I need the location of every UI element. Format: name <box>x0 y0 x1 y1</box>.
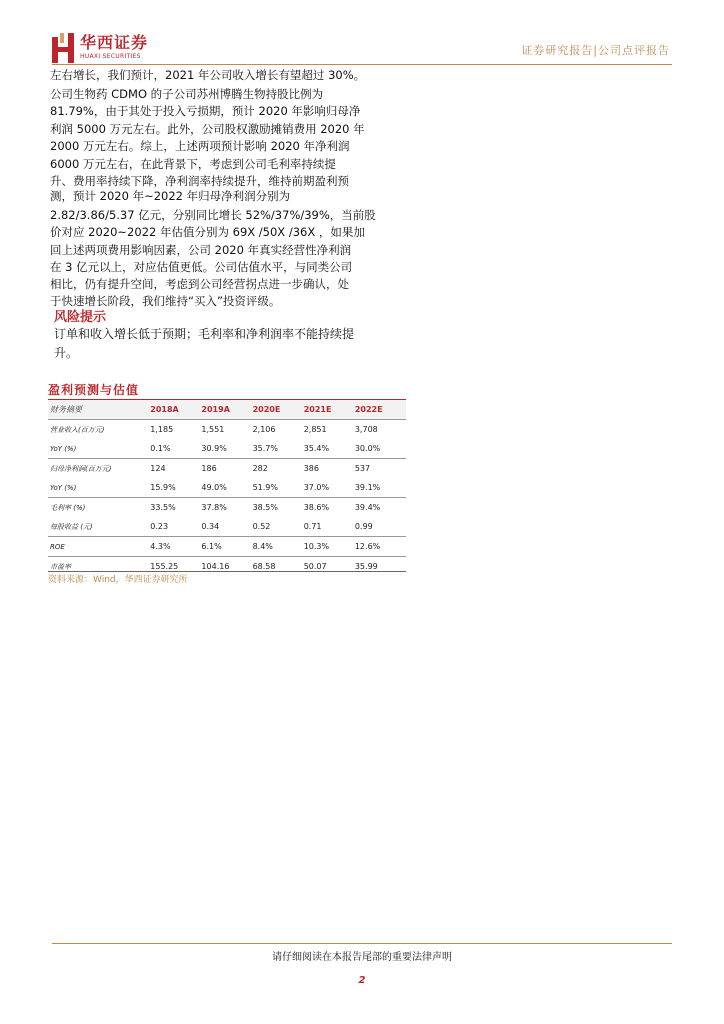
data-source-note: 资料来源：Wind，华西证券研究所 <box>48 575 188 585</box>
row-label: 毛利率 (%) <box>50 503 86 512</box>
table-row <box>48 478 406 498</box>
table-cell: 38.5% <box>252 503 278 512</box>
body-line: 2.82/3.86/5.37 亿元，分别同比增长 52%/37%/39%，当前股 <box>50 208 376 222</box>
body-line: 公司生物药 CDMO 的子公司苏州博腾生物持股比例为 <box>50 87 324 101</box>
table-cell: 10.3% <box>304 537 355 557</box>
table-cell: 537 <box>354 464 371 473</box>
table-row <box>48 498 406 518</box>
body-line: 升、费用率持续下降，净利润率持续提升，维持前期盈利预 <box>50 174 349 188</box>
risk-section-title: 风险提示 <box>54 310 107 325</box>
risk-line: 升。 <box>54 346 79 360</box>
body-line: 测，预计 2020 年~2022 年归母净利润分别为 <box>50 189 291 203</box>
header-divider <box>52 64 672 65</box>
table-cell: 30.0% <box>355 439 406 459</box>
table-row <box>48 439 406 459</box>
table-cell: 4.3% <box>150 537 201 557</box>
table-row <box>48 459 406 479</box>
table-cell: 30.9% <box>201 439 252 459</box>
table-cell: 33.5% <box>150 503 176 512</box>
table-cell: 50.07 <box>303 562 327 571</box>
table-row <box>48 537 406 557</box>
table-cell: 0.52 <box>253 517 304 537</box>
table-cell: 35.4% <box>304 439 355 459</box>
row-label: YoY (%) <box>48 439 150 459</box>
body-line: 于快速增长阶段，我们维持“买入”投资评级。 <box>50 294 281 308</box>
table-cell: 282 <box>252 464 268 473</box>
body-line: 价对应 2020~2022 年估值分别为 69X /50X /36X ，如果加 <box>50 225 365 239</box>
legal-disclaimer: 请仔细阅读在本报告尾部的重要法律声明 <box>272 952 452 963</box>
footer-divider <box>52 943 672 944</box>
body-line: 左右增长，我们预计，2021 年公司收入增长有望超过 30%。 <box>50 68 366 82</box>
body-line: 81.79%，由于其处于投入亏损期，预计 2020 年影响归母净 <box>50 104 361 118</box>
table-cell: 35.7% <box>253 439 304 459</box>
row-label: 归母净利润(百万元) <box>50 464 112 473</box>
table-cell: 386 <box>303 464 319 473</box>
table-header-label: 财务摘要 <box>48 400 150 420</box>
table-cell: 1,551 <box>201 425 225 434</box>
table-cell: 37.8% <box>201 503 227 512</box>
table-cell: 0.71 <box>304 517 355 537</box>
table-cell: 8.4% <box>253 537 304 557</box>
table-row <box>48 420 406 440</box>
table-cell: 0.34 <box>201 517 252 537</box>
year-header: 2020E <box>253 400 304 420</box>
table-cell: 37.0% <box>304 478 355 498</box>
table-cell: 49.0% <box>201 478 252 498</box>
logo-english-name: HUAXI SECURITIES <box>80 53 141 60</box>
table-cell: 51.9% <box>253 478 304 498</box>
table-cell: 38.6% <box>303 503 330 512</box>
table-cell: 12.6% <box>355 537 406 557</box>
table-cell: 1,185 <box>150 425 174 434</box>
table-cell: 68.58 <box>252 562 276 571</box>
year-header: 2022E <box>355 400 406 420</box>
table-cell: 3,708 <box>354 425 378 434</box>
table-cell: 0.1% <box>150 439 201 459</box>
table-cell: 2,106 <box>252 425 276 434</box>
row-label: 营业收入(百万元) <box>50 425 105 434</box>
table-cell: 155.25 <box>150 562 179 571</box>
logo-chinese-name: 华西证券 <box>80 33 149 52</box>
table-cell: 2,851 <box>303 425 327 434</box>
row-label: YoY (%) <box>48 478 150 498</box>
body-line: 6000 万元左右，在此背景下，考虑到公司毛利率持续提 <box>50 157 336 171</box>
row-label: 每股收益 (元) <box>48 517 150 537</box>
report-type-label: 证券研究报告|公司点评报告 <box>521 44 670 57</box>
year-header: 2018A <box>150 400 201 420</box>
table-cell: 0.99 <box>355 517 406 537</box>
row-label: 市盈率 <box>50 562 71 571</box>
table-cell: 186 <box>201 464 217 473</box>
table-cell: 39.1% <box>355 478 406 498</box>
table-row <box>48 517 406 537</box>
table-cell: 15.9% <box>150 478 201 498</box>
body-line: 回上述两项费用影响因素，公司 2020 年真实经营性净利润 <box>50 243 352 257</box>
row-label: ROE <box>48 537 150 557</box>
table-cell: 35.99 <box>354 562 378 571</box>
table-cell: 124 <box>150 464 166 473</box>
table-cell: 0.23 <box>150 517 201 537</box>
year-header: 2021E <box>304 400 355 420</box>
table-cell: 104.16 <box>201 562 230 571</box>
body-line: 2000 万元左右。综上，上述两项预计影响 2020 年净利润 <box>50 139 350 153</box>
year-header: 2019A <box>201 400 252 420</box>
huaxi-logo-icon <box>52 33 74 63</box>
body-line: 利润 5000 万元左右。此外，公司股权激励摊销费用 2020 年 <box>50 122 365 136</box>
table-cell: 39.4% <box>354 503 381 512</box>
body-line: 相比，仍有提升空间，考虑到公司经营拐点进一步确认，处 <box>50 277 349 291</box>
body-line: 在 3 亿元以上，对应估值更低。公司估值水平，与同类公司 <box>50 260 353 274</box>
table-header-row <box>48 400 406 420</box>
table-title: 盈利预测与估值 <box>48 383 140 397</box>
forecast-table <box>48 400 406 576</box>
risk-line: 订单和收入增长低于预期；毛利率和净利润率不能持续提 <box>54 327 355 341</box>
table-cell: 6.1% <box>201 537 252 557</box>
page-number: 2 <box>358 975 366 986</box>
